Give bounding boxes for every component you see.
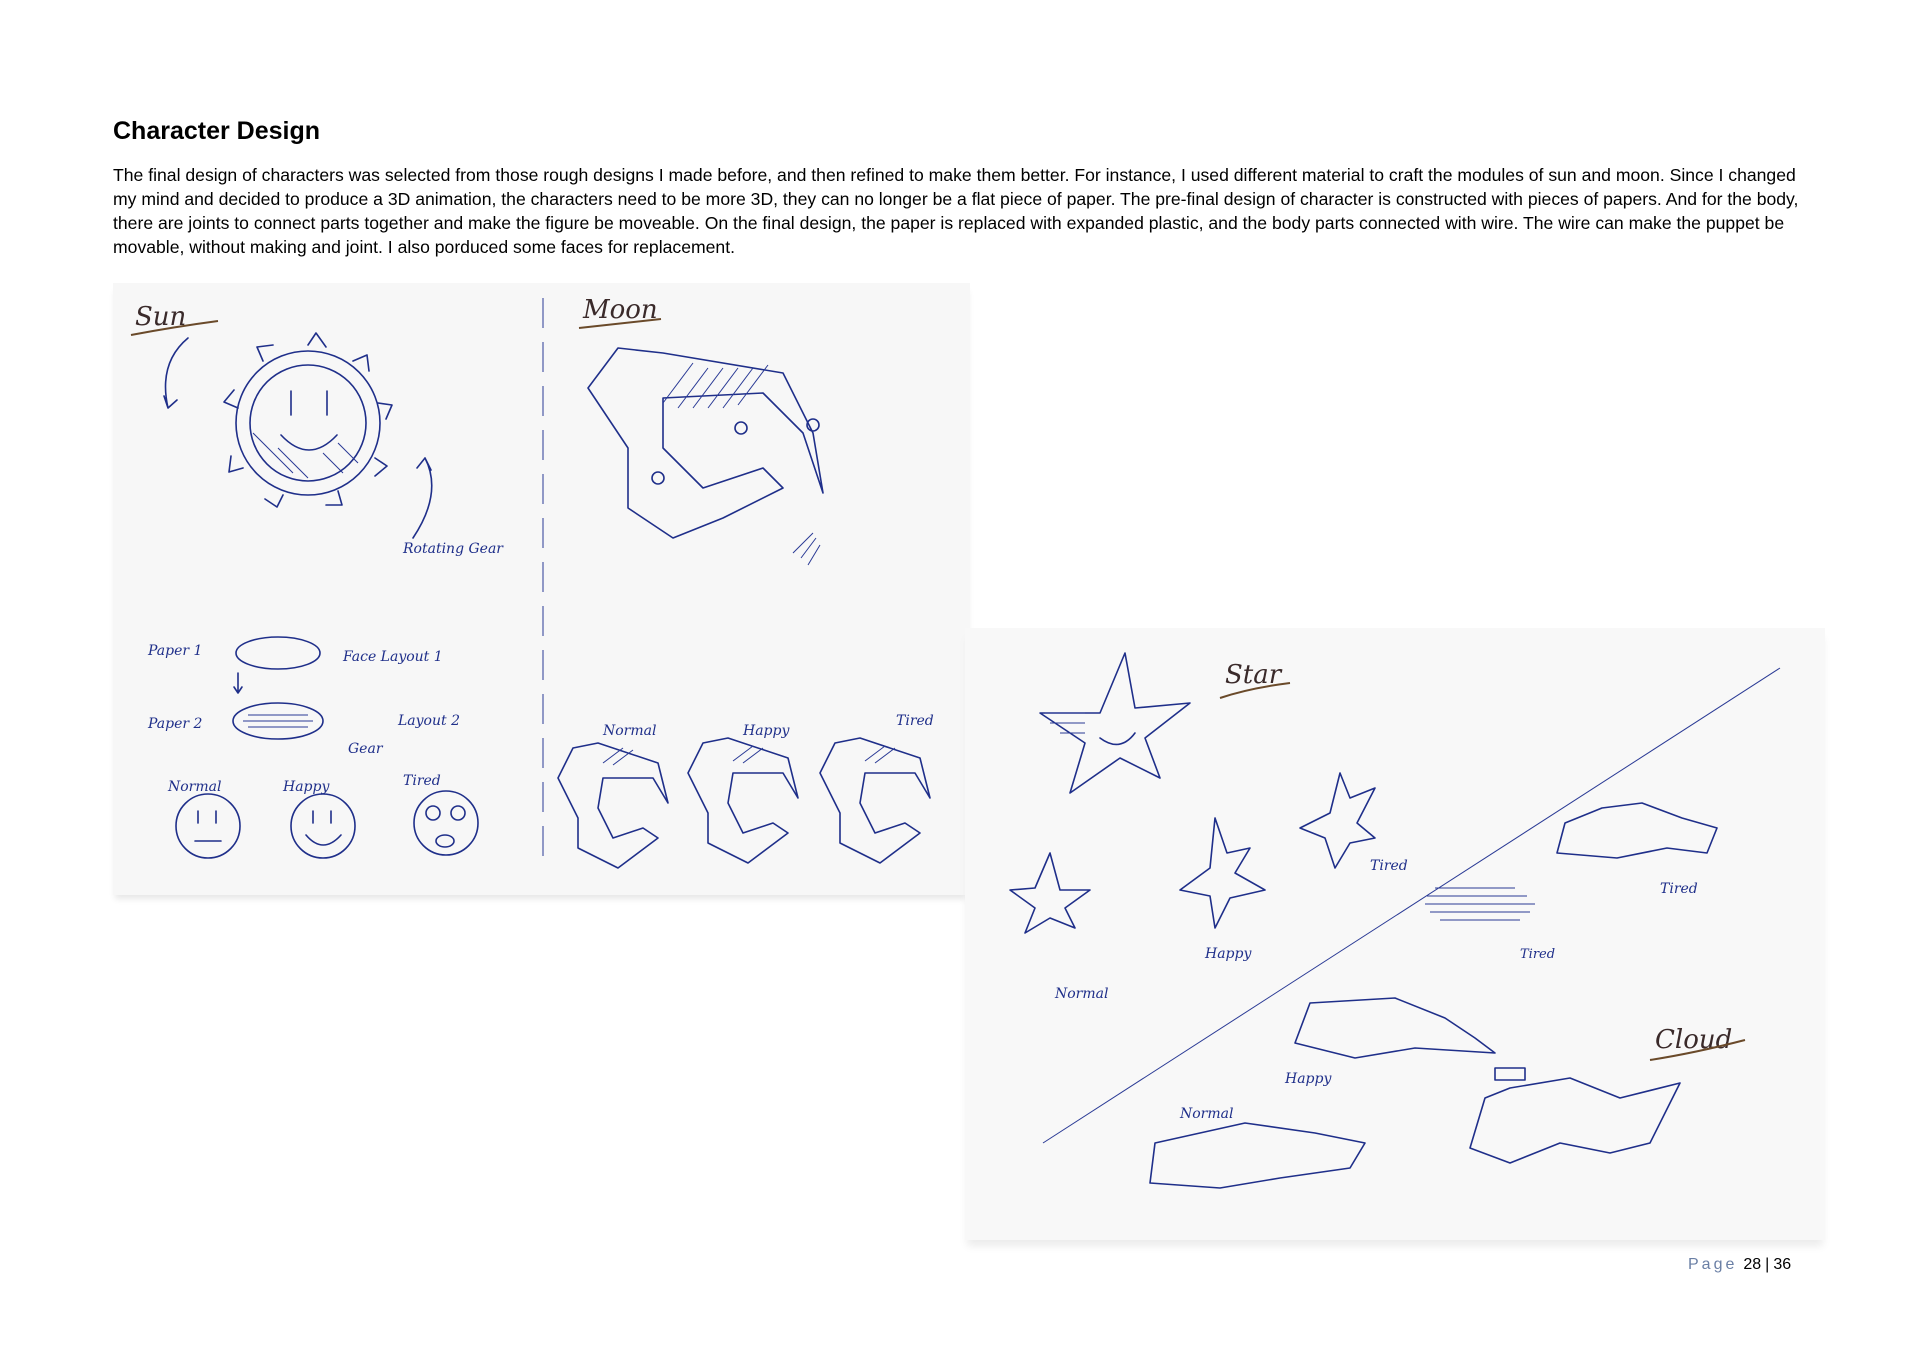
sun-happy-label: Happy: [283, 779, 330, 795]
cloud-tired-label-2: Tired: [1520, 947, 1556, 962]
star-happy-label: Happy: [1205, 946, 1252, 962]
intro-paragraph: The final design of characters was selected from those rough designs I made before, and then refined to make them better. For instance, I used different material to craft the modules of sun and moon. Since I changed my mind and decided to produce a 3D animation, the characters need to be more 3D, they can no longer be a flat piece of paper. The pre-final design of character is constructed with pieces of papers. And for the body, there are joints to connect parts together and make the figure be moveable. On the final design, the paper is replaced with expanded plastic, and the body parts connected with wire. The wire can make the puppet be movable, without making and joint. I also porduced some faces for replacement.: [113, 165, 1799, 257]
star-drawings: [1010, 653, 1375, 933]
sun-normal-label: Normal: [168, 779, 222, 795]
page-separator: |: [1765, 1256, 1770, 1273]
moon-drawing: [588, 348, 823, 565]
cloud-normal-label: Normal: [1180, 1106, 1234, 1122]
sun-faces-drawing: [176, 791, 478, 858]
rotating-gear-label: Rotating Gear: [403, 541, 503, 557]
paper2-label: Paper 2: [148, 716, 203, 732]
sun-tired-label: Tired: [403, 773, 441, 789]
moon-tired-label: Tired: [896, 713, 934, 729]
layout2-label: Layout 2: [398, 713, 460, 729]
cloud-heading: Cloud: [1655, 1025, 1733, 1055]
cloud-tired-label-1: Tired: [1660, 881, 1698, 897]
moon-normal-label: Normal: [603, 723, 657, 739]
paper1-label: Paper 1: [148, 643, 203, 659]
page-current: 28: [1743, 1256, 1762, 1273]
page-footer: [1688, 1256, 1791, 1274]
page-total: 36: [1773, 1256, 1792, 1273]
cloud-drawings: [1150, 803, 1717, 1188]
gear-label: Gear: [348, 741, 383, 757]
page-title: Character Design: [113, 117, 321, 145]
star-tired-label: Tired: [1370, 858, 1408, 874]
moon-faces-drawing: [558, 738, 930, 868]
star-heading: Star: [1225, 660, 1282, 690]
sun-moon-sketch-sheet: [113, 283, 970, 895]
star-normal-label: Normal: [1055, 986, 1109, 1002]
sun-gear-drawing: [164, 333, 432, 538]
cloud-happy-label: Happy: [1285, 1071, 1332, 1087]
star-cloud-sketch-sheet: [965, 628, 1825, 1240]
moon-happy-label: Happy: [743, 723, 790, 739]
sun-heading: Sun: [135, 302, 187, 332]
star-cloud-sketch: [965, 628, 1825, 1240]
sun-moon-sketch: [113, 283, 970, 895]
face-layout1-label: Face Layout 1: [343, 649, 443, 665]
moon-heading: Moon: [583, 295, 658, 325]
page-word: Page: [1688, 1256, 1738, 1273]
